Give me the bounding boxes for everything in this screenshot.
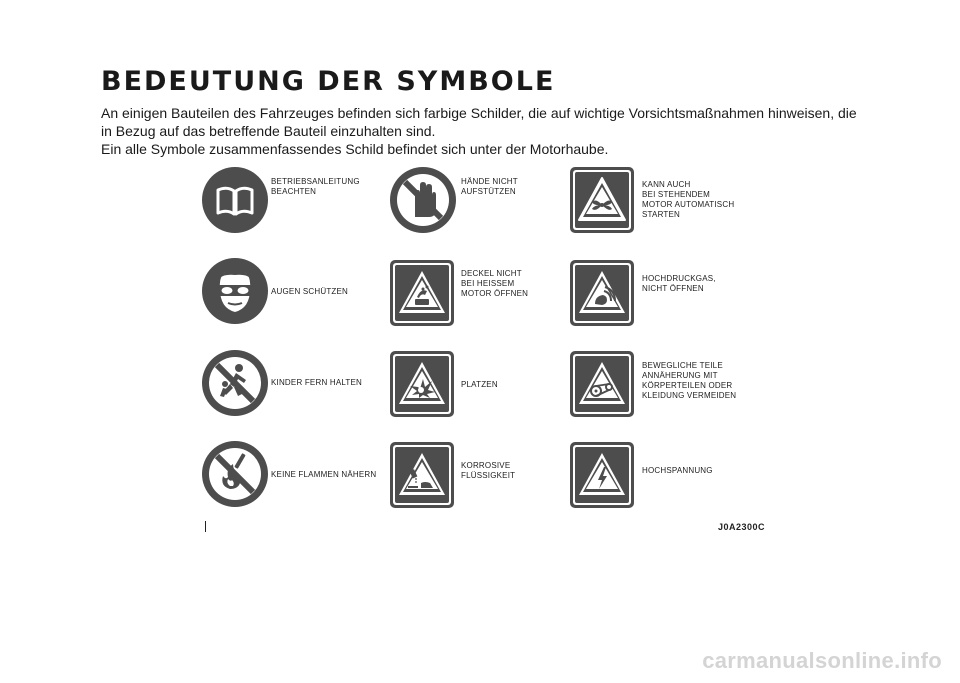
goggles-icon	[200, 256, 270, 326]
symbol-label: HOCHDRUCKGAS, NICHT ÖFFNEN	[642, 274, 716, 293]
symbol-label: PLATZEN	[461, 380, 498, 389]
symbol-label: AUGEN SCHÜTZEN	[271, 287, 349, 296]
symbol-label: KEINE FLAMMEN NÄHERN	[271, 470, 377, 479]
page-marker	[205, 521, 206, 532]
page-title: BEDEUTUNG DER SYMBOLE	[101, 66, 556, 97]
high-voltage-warning-icon	[568, 440, 636, 510]
symbol-item-keep-children-away	[200, 348, 390, 430]
symbol-item-auto-start	[568, 165, 758, 247]
hand-prohibited-icon	[388, 165, 458, 235]
symbol-label: BETRIEBSANLEITUNG BEACHTEN	[271, 177, 360, 196]
image-code: J0A2300C	[718, 522, 766, 532]
symbol-item-hot-cap	[388, 258, 578, 340]
watermark: carmanualsonline.info	[702, 648, 942, 673]
intro-paragraph: Ein alle Symbole zusammenfassendes Schild befindet sich unter der Motorhaube.	[101, 141, 609, 157]
corrosive-warning-icon	[388, 440, 456, 510]
symbol-item-read-manual	[200, 165, 390, 247]
moving-parts-warning-icon	[568, 349, 636, 419]
symbol-item-burst	[388, 349, 578, 431]
children-prohibited-icon	[200, 348, 270, 418]
symbol-label: DECKEL NICHT BEI HEISSEM MOTOR ÖFFNEN	[461, 269, 529, 298]
no-flame-icon	[200, 439, 270, 509]
symbol-item-no-hands	[388, 165, 578, 247]
intro-paragraph: An einigen Bauteilen des Fahrzeuges befinden sich farbige Schilder, die auf wichtige Vorsichtsmaßnahmen hinweisen, die in Bezug auf das betreffende Bauteil einzuhalten sind.	[101, 105, 857, 139]
symbol-item-corrosive	[388, 440, 578, 522]
symbol-item-high-voltage	[568, 440, 758, 522]
intro-text	[101, 104, 861, 158]
symbol-grid	[200, 165, 780, 515]
symbol-item-eye-protection	[200, 256, 390, 338]
book-icon	[200, 165, 270, 235]
symbol-item-moving-parts	[568, 349, 758, 431]
hot-cap-warning-icon	[388, 258, 456, 328]
explosion-warning-icon	[388, 349, 456, 419]
pressure-gas-warning-icon	[568, 258, 636, 328]
symbol-label: HOCHSPANNUNG	[642, 466, 713, 475]
symbol-label: KANN AUCH BEI STEHENDEM MOTOR AUTOMATISCH STARTEN	[642, 180, 735, 219]
symbol-label: HÄNDE NICHT AUFSTÜTZEN	[461, 177, 518, 196]
symbol-label: KINDER FERN HALTEN	[271, 378, 363, 387]
symbol-label: BEWEGLICHE TEILE ANNÄHERUNG MIT KÖRPERTEILEN ODER KLEIDUNG VERMEIDEN	[642, 361, 737, 400]
symbol-item-no-flames	[200, 439, 390, 521]
fan-warning-icon	[568, 165, 636, 235]
symbol-label: KORROSIVE FLÜSSIGKEIT	[461, 461, 516, 480]
symbol-item-high-pressure	[568, 258, 758, 340]
